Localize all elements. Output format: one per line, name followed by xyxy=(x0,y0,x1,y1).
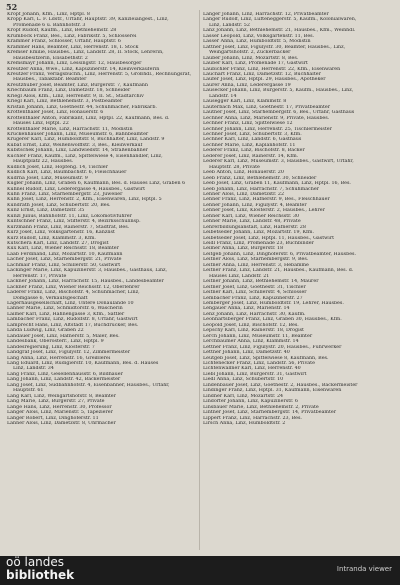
directory-entry: Kuchler Franz, Kaufm., Linz, Spittelwiese 4, Eisenhändler, Linz, xyxy=(7,153,163,159)
directory-entry: Leitner Johann, Linz, Bethlehemstr. 14, Maurer xyxy=(203,279,319,285)
directory-entry: Liebl Johann, Linz, Bürgerstr. 31, Gastwirt xyxy=(203,371,307,377)
directory-entry: Leitner Josef, Linz, Goethestr. 31, Tischler xyxy=(203,284,306,290)
directory-entry: Lippert Franz, Linz, Harrachstr. 23, Bes. xyxy=(203,415,302,421)
directory-entry: Krumböck Franz, Bes., Linz, Fabrikstr. 5, Schlosserei xyxy=(7,33,137,39)
directory-entry: Krammer Hans, Beamter, Linz, Herrenstr. 18, I. Stock xyxy=(7,44,139,50)
directory-entry: Hauses Linz, Hptpl. 22 xyxy=(13,121,69,127)
directory-entry: Kurz Rudolf, Linz, Klammstr. 3, Kfm. xyxy=(7,235,96,241)
directory-entry: Lettner Johann, Linz, Dametzstr. 40 xyxy=(203,350,290,356)
directory-entry: Lackner Franz, Linz, Wiener Reichsstr. 12, Oberlehrer xyxy=(7,284,140,290)
directory-entry: Lange Hans, Linz, Herrenstr. 30, Professor xyxy=(7,404,112,410)
directory-entry: Lechner Karl, Linz, Landstr. 6, Gasthaus xyxy=(203,137,302,143)
directory-entry: Lintner Josef, Linz, Starhembergstr. 14, Privatbeamter xyxy=(203,410,337,416)
directory-entry: Lindinger Franz, Linz, Hptpl. 31, Kaufmann, Eisenwaren xyxy=(203,388,342,394)
directory-entry: Lehner Josef, Linz, Klosterstr. 2, Hausbes., Lehrer xyxy=(203,208,325,214)
directory-entry: Kurzmann Franz, Linz, Rainerstr. 7, Stadtrat, Bes. xyxy=(7,224,130,230)
directory-entry: Lichtenwallner Karl, Linz, Herrenstr. 40 xyxy=(203,366,301,372)
directory-entry: Kropf Johann, Kfm., Linz, Hptpl. 8 xyxy=(7,12,90,17)
directory-entry: Lang Anna, Linz, Herrenstr. 16, Greißlerei xyxy=(7,355,111,361)
directory-entry: Landauer Josef, Linz, Hafnerstr. 5, Maler, Bes. xyxy=(7,333,120,339)
directory-entry: Lasser Anna, Linz, Humboldtstr. 5, Modistin xyxy=(203,39,311,45)
directory-entry: Lechner Marie, Linz, Kaplanhofstr. 11 xyxy=(203,142,296,148)
directory-entry: Lackinger Marie, Linz, Kapuzinerstr. 3, Hausbes., Gasthaus, Linz, xyxy=(7,268,168,274)
directory-entry: Lang Karl, Linz, Weingartshofstr. 8, Beamter xyxy=(7,393,116,399)
directory-entry: Landesbank, Oberösterr., Linz, Hptpl. 9 xyxy=(7,339,104,345)
directory-entry: Laimer Karl, Linz, Hahnengasse 3, Kfm., Sattler xyxy=(7,311,125,317)
directory-entry: Lehner Franz, Linz, Hafnerstr. 9, Bes., Fleischhauer xyxy=(203,197,330,203)
directory-entry: Leeb Josef, Linz, Graben 11, Kaufmann, Linz, Hptpl. 16, Bes. xyxy=(203,181,351,187)
directory-entry: Leitner Karl, Linz, Schillerstr. 4, Schlosser xyxy=(203,290,307,296)
directory-entry: Krügerer Karl, Linz, Humboldtstr. 8, Buchhalter, Linz, Landstr. 9 xyxy=(7,137,165,143)
directory-entry: Lachmair Franz, Linz, Schillerstr. 50, Gastwirt xyxy=(7,262,121,268)
viewer-footer xyxy=(0,556,400,585)
directory-entry: Lederer Franz, Linz, Bischofstr. 8, Bäcker xyxy=(203,148,305,154)
directory-entry: Lemberger Josef, Linz, Humboldtstr. 19, Lehrer, Hausbes. xyxy=(203,301,344,307)
directory-entry: Lirsch Anna, Linz, Humboldtstr. 2 xyxy=(203,420,286,426)
directory-entry: Krottenthaler Marie, Linz, Harrachstr. 11, Modistin xyxy=(7,126,133,132)
directory-entry: Linz, Landstr. 52 xyxy=(209,22,250,28)
directory-entry: Leitner Anna, Linz, Herrenstr. 3, Hebamme xyxy=(203,262,309,268)
directory-entry: Lamprecht Hans, Linz, Altstadt 17, Buchdrucker, Bes. xyxy=(7,322,139,328)
logo-line-1: oö landes xyxy=(6,555,65,569)
directory-entry: Kurz Josef, Linz, Volksgartenstr. 16, Kanzlist xyxy=(7,230,115,236)
directory-entry: Kuntschner Franz, Linz, Stifterstr. 4, Bezirksschulinsp. xyxy=(7,219,141,225)
directory-entry: Lindner Karl, Linz, Mozartstr. 24 xyxy=(203,393,284,399)
directory-entry: Lanner Alois, Linz, Dametzstr. 8, Uhrmacher xyxy=(7,420,116,426)
directory-entry: Lausecker Johann, Linz, Bürgerstr. 5, Kaufm., Hausbes., Linz, xyxy=(203,88,354,94)
directory-entry: Linz, Landstr. 34 xyxy=(13,366,54,372)
directory-entry: Leitgeb Johann, Linz, Dinghoferstr. 6, Privatbeamter, Hausbes. xyxy=(203,251,357,257)
directory-entry: Lederer Josef, Linz, Rainerstr. 14, Kfm. xyxy=(203,153,299,159)
directory-entry: Hauptstr. 61 xyxy=(13,388,44,394)
directory-entry: Lehner Alois, Linz, Dametzstr. 22 xyxy=(203,191,285,197)
directory-entry: Landesregierung, Linz, Klosterstr. 7 xyxy=(7,344,95,350)
directory-entry: Laderer Franz, Linz, Bischofstr. 4, Schuhmacher, Linz, xyxy=(7,290,140,296)
directory-entry: Kriegl Karl, Linz, Bethlehemstr. 3, Postbeamter xyxy=(7,99,123,105)
directory-entry: Hauptplatz 22, Hausbes. xyxy=(13,159,74,165)
page-number: 52 xyxy=(6,2,18,12)
directory-entry: Lechner Anna, Linz, Marienstr. 9, Private, Hausbes. xyxy=(203,115,330,121)
directory-entry: Leutgeb Josef, Linz, Spittelwiese 8, Kaufmann, Bes. xyxy=(203,355,329,361)
directory-entry: Promenade 6 u. Bahnhofstr. 3 xyxy=(13,22,86,28)
directory-entry: Lenz Johann, Linz, Harrachstr. 30, Kaufm. xyxy=(203,311,306,317)
directory-entry: Laufer Josef, Linz, Hptpl. 29, Hausbes., Apotheker xyxy=(203,77,326,83)
logo-line-2: bibliothek xyxy=(6,568,75,582)
directory-entry: Kreutzhuber Josef, Beamter, Linz, Bürgerstr. 7, Kaufmann xyxy=(7,82,148,88)
column-divider xyxy=(199,10,200,550)
directory-entry: Leidl Franz, Linz, Promenade 23, Buchbinder xyxy=(203,241,314,247)
directory-entry: Lattner Josef, Linz, Figulystr. 30, Beamter, Hausbes., Linz, xyxy=(203,44,346,50)
directory-entry: Lacher Josef, Linz, Starhembergstr. 21, Private xyxy=(7,257,122,263)
directory-entry: Lauterbach Max, Linz, Goethestr. 17, Privatbeamter xyxy=(203,104,331,110)
directory-entry: Laubichler Franz, Linz, Herrenstr. 22, Kfm., Eisenwaren xyxy=(203,66,341,72)
viewer-label[interactable]: Intranda viewer xyxy=(336,565,392,573)
directory-entry: Lackner Johann, Linz, Harrachstr. 15, Hausbes., Landesbeamter xyxy=(7,279,164,285)
directory-entry: Weingartshofstr. 2, Zuckerbäcker xyxy=(209,50,291,56)
directory-entry: Kremser Emilie, Hausbes., Linz, Landstr. 28, II. Stock, Lehrerin, xyxy=(7,50,164,56)
left-column xyxy=(7,12,195,426)
directory-entry: Lechner Franz, Linz, Spittelwiese 12 xyxy=(203,121,293,127)
directory-entry: Laurer Anna, Linz, Lederergasse 19 xyxy=(203,82,291,88)
directory-entry: Krottenthaler Josef, Linz, Honauerstr. 6 xyxy=(7,110,104,116)
directory-entry: Kuhn Josef, Linz, Herrenstr. 2, Kfm., Eisenwaren, Linz, Hptpl. 5 xyxy=(7,197,162,203)
directory-entry: Herrenstr. 17, Private xyxy=(13,273,67,279)
directory-entry: Kubat Ernst, Linz, Weißenwolffstr. 3, Bes., Kleinverkauf xyxy=(7,142,143,148)
directory-entry: Lang Marie, Linz, Bürgerstr. 27, Private xyxy=(7,399,105,405)
directory-entry: Kristan Johann, Linz, Goethestr. 44, Schuhmacher, Fabrikarb. xyxy=(7,104,157,110)
directory-entry: Kugler Johann, Linz, Graben 6, Kaufmann, Bes. d. Hauses Linz, Graben 6 xyxy=(7,181,186,187)
directory-entry: Langer Robert, Linz, Dinghoferstr. 11 xyxy=(7,415,99,421)
directory-entry: Lerch Johann, Linz, Museumstr. 11, Beamter xyxy=(203,333,313,339)
directory-entry: Leonhartsberger Franz, Linz, Graben 30, Hausbes., Kfm. xyxy=(203,317,342,323)
directory-entry: Lambacher Franz, Linz, Rudolfstr. 8, Urfahr, Gastwirt xyxy=(7,317,138,323)
directory-entry: Krammer Franz, Schlosser, Urfahr, Hauptstr. 6 xyxy=(7,39,121,45)
directory-entry: Kux Karl, Linz, Wiener Reichsstr. 18, Beamter xyxy=(7,246,119,252)
directory-entry: Kudlich Karl, Linz, Baumbachstr. 6, Fleischhauer xyxy=(7,170,127,176)
directory-entry: Leeb Anton, Linz, Honauerstr. 20 xyxy=(203,170,284,176)
directory-entry: Lehrerbildungsanstalt, Linz, Hafnerstr. 28 xyxy=(203,224,306,230)
directory-entry: Landstr. 14 xyxy=(209,93,237,99)
directory-entry: Hausbes., Tabakfabr. Beamter xyxy=(13,77,87,83)
directory-entry: Lang Josef, Linz, Südbahnhofstr. 4, Eisenbahner, Hausbes., Urfahr, xyxy=(7,382,170,388)
directory-entry: Lembacher Franz, Linz, Kapuzinerstr. 27 xyxy=(203,295,303,301)
directory-entry: Kubitschek Johann, Linz, Landwiedstr. 14, Straßenbahner xyxy=(7,148,148,154)
directory-entry: Lichtenecker Franz, Linz, Landstr. 56, Private xyxy=(203,361,315,366)
directory-entry: Leeb Franz, Linz, Bethlehemstr. 30, Schneider xyxy=(203,175,317,181)
directory-entry: Lehner Karl, Linz, Wiener Reichsstr. 30 xyxy=(203,213,300,219)
directory-entry: Lauber Johann, Linz, Mozartstr. 8, Bes. xyxy=(203,55,299,61)
directory-entry: Kundrath Josef, Linz, Schubertstr. 20, Bes. xyxy=(7,202,111,208)
directory-entry: Kunzl Julius, Bahnhofstr. 11, Linz, Lokomotivführer xyxy=(7,213,132,219)
directory-entry: Kriegl Alois, Kfm., Linz, Herrenstr. 9, II. St., Stadtarchiv xyxy=(7,93,144,99)
directory-entry: Lautner Josef, Linz, Starhembergstr. 6, Bes., Urfahr, Gasthaus xyxy=(203,110,355,116)
directory-entry: Lauber Karl, Linz, Promenade 17, Gastwirt xyxy=(203,61,308,67)
directory-entry: Kutschera Karl, Linz, Landstr. 27, Drogist xyxy=(7,241,109,247)
directory-entry: Linsbauer Marie, Linz, Bethlehemstr. 2, Private xyxy=(203,404,319,410)
directory-entry: Kropf Rudolf, Kaufm., Linz, Bethlehemstr. 28 xyxy=(7,28,117,34)
directory-entry: Lasser Leopold, Linz, Volksgartenstr. 11, Bes. xyxy=(203,33,315,39)
directory-entry: Lehner Johann, Linz, Figulystr. 4, Beamter xyxy=(203,202,307,208)
right-column xyxy=(203,12,391,426)
directory-entry: Kühnel Rudolf, Linz, Lederergasse 4, Hausbes., Gastwirt xyxy=(7,186,146,192)
directory-entry: Landgraf Josef, Linz, Figulystr. 12, Zimmermeister xyxy=(7,350,131,356)
directory-entry: Kremsmayr Johann, Linz, Lessingstr. 12, Hausbesorger xyxy=(7,61,142,67)
directory-entry: Lettner Franz, Linz, Figulystr. 20, Hausbes., Fuhrwerker xyxy=(203,344,342,350)
library-logo[interactable] xyxy=(6,556,74,582)
directory-entry: Kreutzer Franz, Verlagsbuchh., Linz, Herrenstr. 5, Großhdl., Rechnungsrat, xyxy=(7,71,192,77)
directory-entry: Lang Johann, Linz, Landstr. 42, Bäckermeister xyxy=(7,377,121,383)
directory-entry: Lauchart Franz, Linz, Dametzstr. 12, Buchhalter xyxy=(203,71,321,77)
directory-entry: Leimer Anna, Linz, Bürgerstr. 18 xyxy=(203,246,284,252)
directory-entry: Leitner Alois, Linz, Starhembergstr. 9, Bes. xyxy=(203,257,309,263)
directory-entry: Lechner Johann, Linz, Herrenstr. 25, Tischlermeister xyxy=(203,126,332,132)
directory-entry: Hausbesitzerin, Elisabethstr. 2 xyxy=(13,55,88,61)
directory-entry: Lederer Karl, Linz, Museumstr. 3, Hausbes., Gastwirt, Urfahr, xyxy=(203,159,354,165)
directory-entry: Lerchbaumer Anna, Linz, Klammstr. 14 xyxy=(203,339,299,345)
directory-entry: Langer Rudolf, Linz, Lüfteneggerstr. 5, Kaufm., Kolonialwaren, xyxy=(203,17,357,23)
directory-entry: Lagerhausgesellschaft, Linz, Untere Donaulände 10 xyxy=(7,301,134,307)
directory-entry: Lepschy Karl, Linz, Rainerstr. 18, Drogist xyxy=(203,328,304,334)
directory-entry: Kruckenhauser Johann, Linz, Museumstr. 6, Bahnbeamter xyxy=(7,131,149,137)
directory-entry: Leibetseder Josef, Linz, Hptpl. 11, Hausbes., Gastwirt xyxy=(203,235,335,241)
directory-entry: Hauptstr. 28, Private xyxy=(209,164,260,170)
directory-entry: Lechner Josef, Linz, Schubertstr. 3, Kfm. xyxy=(203,131,302,137)
directory-entry: Laab Ferdinand, Linz, Mozartstr. 10, Kaufmann xyxy=(7,251,123,257)
directory-entry: Lehner Marie, Linz, Landstr. 48, Private xyxy=(203,219,301,225)
directory-entry: Leopold Josef, Linz, Bischofstr. 12, Bes. xyxy=(203,322,299,328)
directory-entry: Lang Franz, Linz, Gesellenhausstr. 6, Bildhauer xyxy=(7,371,123,377)
directory-entry: Lausegger Karl, Linz, Klammstr. 8 xyxy=(203,99,287,105)
directory-entry: Lahner Marie, Linz, Schmidtorstr. 6, Wäscherin xyxy=(7,306,123,312)
directory-entry: Langer Johann, Linz, Harrachstr. 12, Privatbeamter xyxy=(203,12,329,17)
directory-entry: Kriechbaum Franz, Linz, Dametzstr. 18, Schneider xyxy=(7,88,131,94)
directory-entry: Kudrna Josef, Linz, Museumstr. 9 xyxy=(7,175,88,181)
directory-entry: Lindenbauer Josef, Linz, Goethestr. 2, Hausbes., Bäckermeister xyxy=(203,382,358,388)
directory-entry: Kreutzer Anna, Wwe., Linz, Kapuzinerstr. 14, Kleinverkäuferin xyxy=(7,66,160,72)
directory-entry: Leeb Johann, Linz, Harrachstr. 7, Schuhmacher xyxy=(203,186,319,192)
directory-entry: Leitner Franz, Linz, Landstr. 21, Hausbes., Kaufmann, Bes. d. xyxy=(203,268,354,274)
directory-entry: Hauses Linz, Landstr. 21 xyxy=(209,273,270,279)
directory-entry: Domgasse 6, Verkaufsgeschäft xyxy=(13,295,88,301)
directory-entry: Lanz Johann, Linz, Bethlehemstr. 21, Hausbes., Kfm., Weinhdl. xyxy=(203,28,356,34)
directory-entry: Leibetseder Johann, Linz, Mozartstr. 19, Kfm. xyxy=(203,230,314,236)
directory-entry: Langer Alois, Linz, Marienstr. 5, Tapezierer xyxy=(7,410,113,416)
directory-entry: Kropp Karl, L. F. Ldstr., Urfahr, Hauptstr. 39, Kanzleiangest., Linz, xyxy=(7,17,169,23)
directory-entry: Kunz Ernst, Linz, Dametzstr. 35 xyxy=(7,208,85,214)
directory-entry: Kuhn Franz, Linz, Starhembergstr. 23, Juwelier xyxy=(7,191,123,197)
directory-entry: Lindorfer Johann, Linz, Kapuzinerstr. 6 xyxy=(203,399,299,405)
directory-entry: Lang Eduard, Linz, Rudigierstr. 10, Kaufmann, Bes. d. Hauses xyxy=(7,361,159,366)
directory-entry: Liedl Anna, Linz, Schubertstr. 10 xyxy=(203,377,284,383)
directory-entry: Lengauer Anna, Linz, Marienstr. 14 xyxy=(203,306,290,312)
directory-entry: Kudlich Josef, Linz, Hopfeng. 14, Tischler xyxy=(7,164,108,170)
directory-entry: Landa Ludwig, Linz, Graben 22 xyxy=(7,328,84,334)
directory-entry: Krottenthaler Anton, Fabrikant, Linz, Hptpl. 22, Kaufmann, Bes. d. xyxy=(7,115,170,121)
